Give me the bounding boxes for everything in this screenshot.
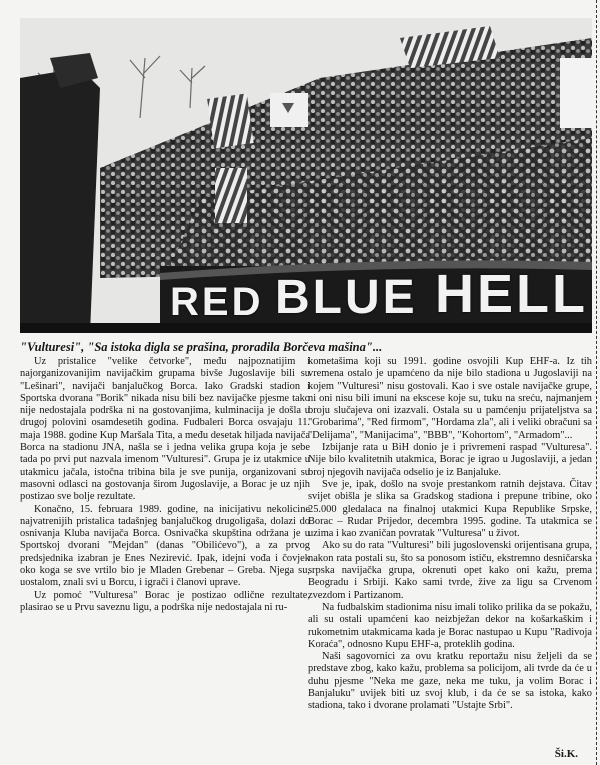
article-paragraph: kometašima koji su 1991. godine osvojili Kup EHF-a. Iz tih vremena ostalo je upamćeno da nije bilo stadiona u Jugoslaviji na kojem "Vulturesi" nisu gostovali. Kao i sve ostale navijačke grupe, ni oni nisu bili imuni na ekscese koje su, tuku na sreću, najmanjem broju slučajeva oni izazvali. Ostala su u pamćenju prijateljstva sa "Grobarima", "Red firmom", "Hordama zla", ali i veliki obračuni sa "Delijama", "Manijacima", "BBB", "Kohortom", "Armadom"... <box>308 356 592 441</box>
article-paragraph: Sve je, ipak, došlo na svoje prestankom ratnih dejstava. Čitav svijet obišla je slika sa Gradskog stadiona i prepune tribine, oko 25.000 gledalaca na finalnoj utakmici Kupa Republike Srpske, Borac – Rudar Prijedor, decembra 1995. godine. Ta utakmica se uzima i kao zvaničan povratak "Vulturesa" u život. <box>308 478 592 540</box>
article-column-right <box>308 356 592 713</box>
article-paragraph: Ako su do rata "Vulturesi" bili jugoslovenski orijentisana grupa, nakon rata postali su, što sa ponosom ističu, ekstremno desničarska srpska navijačka grupa, okrenuti opet kako oni kažu, prema Beogradu i Srbiji. Kako sami tvrde, žive za ligu sa Crvenom zvezdom i Partizanom. <box>308 540 592 601</box>
photo-caption: "Vulturesi", "Sa istoka digla se prašina, proradila Borčeva mašina"... <box>20 340 383 354</box>
article-column-left <box>20 356 310 614</box>
banner-word-red: RED <box>170 280 264 324</box>
article-paragraph: Uz pristalice "velike četvorke", među najpoznatijim i najorganizovanijim navijačkim grupama bivše Jugoslavije bili su "Lešinari", navijači banjalučkog Borca. Iako Gradski stadion i Sportska dvorana "Borik" nikada nisu bili bez navijačke pjesme tako nije nedostajala podrška ni na gostovanjima, kulminacija je došla u drugoj polovini osamdesetih godina. Fudbaleri Borca osvajaju 11. maja 1988. godine Kup Maršala Tita, a među desetak hiljada navijača Borca na stadionu JNA, našla se i jedna velika grupa koja je sebe tada po prvi put nazvala imenom "Vulturesi". Grupa je iz utakmice u utakmicu jačala, istočna tribina bila je sve punija, organizovani su masovni odlasci na gostovanja širom Jugoslavije, a Borac je uz njih postizao sve bolje rezultate. <box>20 356 310 503</box>
article-paragraph: Konačno, 15. februara 1989. godine, na inicijativu nekolicine najvatrenijih pristalica tadašnjeg banjalučkog drugoligaša, dolazi do osnivanja Kluba navijača Borca. Osnivačka skupština održana je u Sportskoj dvorani "Mejdan" (danas "Obilićevo"), a za prvog predsjednika izabran je Enes Nezirević. Ipak, idejni vođa i čovjek oko koga se sve vrtilo bio je Mladen Grebenar – Greba. Njega su, uostalom, znali svi u Borcu, i igrači i članovi uprave. <box>20 503 310 589</box>
article-paragraph: Uz pomoć "Vulturesa" Borac je postizao odlične rezultate, plasirao se u Prvu saveznu ligu, a podrška nije nedostajala ni ru- <box>20 589 310 613</box>
article-paragraph: Na fudbalskim stadionima nisu imali toliko prilika da se pokažu, ali su ostali upamćeni kao neizbježan dekor na košarkaškim i rukometnim utakmicama kada je Borac nastupao u Kupu "Radivoja Koraća", odnosno Kupu EHF-a, proteklih godina. <box>308 601 592 650</box>
page-edge-rule <box>596 0 598 765</box>
author-signature: Ši.K. <box>554 748 578 760</box>
banner-word-blue: BLUE <box>275 271 418 324</box>
article-paragraph: Izbijanje rata u BiH donio je i privremeni raspad "Vulturesa". Nije bilo kvalitetnih utakmica, Borac je igrao u Jugoslaviji, a jedan broj njegovih navijača odselio je iz Banjaluke. <box>308 442 592 478</box>
banner-word-hell: HELL <box>435 264 588 324</box>
stadium-crowd-photo <box>20 18 592 333</box>
article-paragraph: Naši sagovornici za ovu kratku reportažu nisu željeli da se predstave zbog, kako kažu, problema sa policijom, ali tvrde da će u duhu pjesme "Neka me gaze, neka me tuku, ja volim Borac i Banjaluku" uvijek biti uz svoj klub, i da će se sa istoka, kako stadiona, tako i dvorane prolamati "Ustajte Srbi". <box>308 651 592 712</box>
